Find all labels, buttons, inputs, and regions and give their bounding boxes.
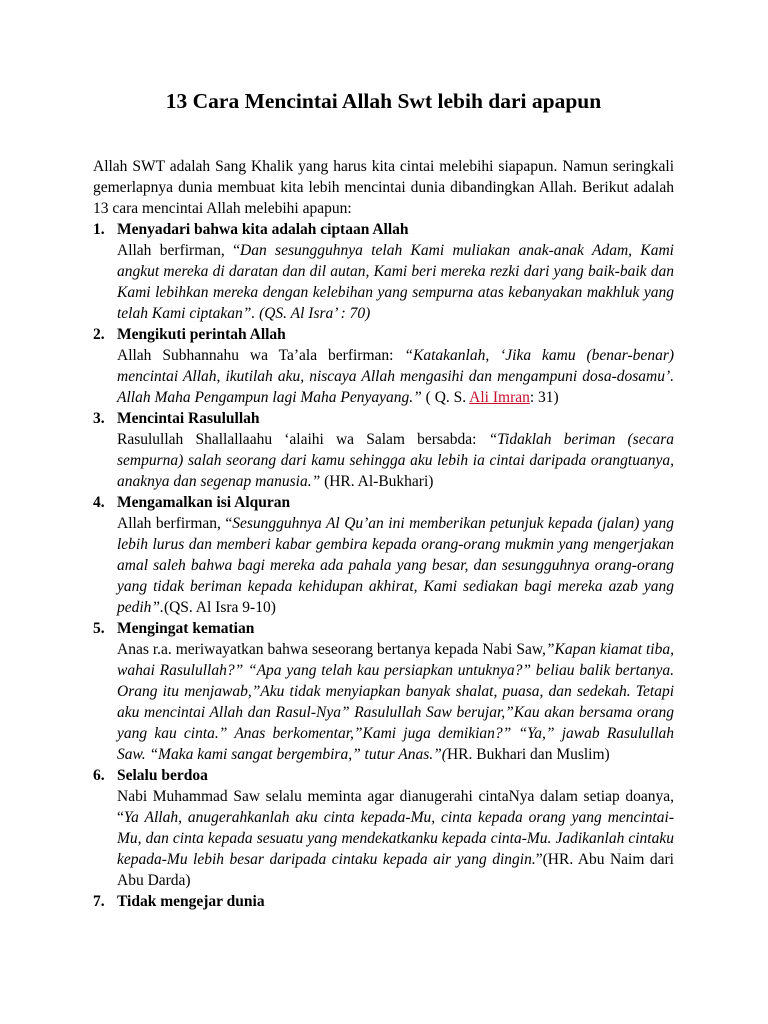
item-number: 4. — [93, 494, 105, 511]
item-heading: Mengingat kematian — [117, 620, 255, 637]
list-item — [93, 618, 674, 765]
document-page — [93, 86, 674, 912]
item-number: 5. — [93, 620, 105, 637]
item-number: 2. — [93, 326, 105, 343]
item-heading: Menyadari bahwa kita adalah ciptaan Allah — [117, 221, 409, 238]
item-quote: Dan sesungguhnya telah Kami muliakan anak-anak Adam, Kami angkut mereka di daratan dan dil autan, Kami beri mereka rezki dari yang baik-baik dan Kami lebihkan mereka dengan kelebihan yang sempurna atas kebanyakan makhluk yang telah Kami ciptakan”. (QS. Al Isra’ : 70) — [117, 242, 674, 322]
item-quote: Ya Allah, anugerahkanlah aku cinta kepada-Mu, cinta kepada orang yang mencintai-Mu, dan cinta kepada sesuatu yang mendekatkanku kepada cinta-Mu. Jadikanlah cintaku kepada-Mu lebih besar daripada cintaku kepada air yang dingin. — [117, 809, 674, 868]
item-citation: ( Q. S. — [421, 389, 470, 406]
list-item — [93, 765, 674, 891]
item-intro-text: Nabi Muhammad Saw selalu meminta agar dianugerahi cintaNya dalam setiap doanya, “ — [117, 788, 674, 826]
list-item — [93, 408, 674, 492]
list-item — [93, 324, 674, 408]
ways-list — [93, 219, 674, 912]
item-quote: “Katakanlah, ‘Jika kamu (benar-benar) mencintai Allah, ikutilah aku, niscaya Allah mengasihi dan mengampuni dosa-dosamu’. Allah Maha Pengampun lagi Maha Penyayang.” — [117, 347, 675, 406]
ali-imran-link[interactable]: Ali Imran — [469, 389, 530, 406]
item-body — [117, 513, 674, 618]
item-intro-text: Allah Subhannahu wa Ta’ala berfirman: — [117, 347, 405, 364]
item-intro-text: Allah berfirman, “ — [117, 515, 233, 532]
item-heading: Mengamalkan isi Alquran — [117, 494, 291, 511]
item-number: 1. — [93, 221, 105, 238]
item-body — [117, 429, 674, 492]
item-citation: ”(HR. Abu Naim dari Abu Darda) — [117, 851, 674, 889]
item-heading: Mencintai Rasulullah — [117, 410, 260, 427]
item-body — [117, 345, 674, 408]
item-number: 7. — [93, 893, 105, 910]
item-body — [117, 786, 674, 891]
page-title: 13 Cara Mencintai Allah Swt lebih dari apapun — [165, 89, 602, 113]
item-citation: (HR. Al-Bukhari) — [320, 473, 434, 490]
list-item — [93, 891, 674, 912]
item-body — [117, 639, 674, 765]
item-heading: Mengikuti perintah Allah — [117, 326, 286, 343]
item-heading: Tidak mengejar dunia — [117, 893, 265, 910]
list-item — [93, 219, 674, 324]
item-intro-text: Anas r.a. meriwayatkan bahwa seseorang bertanya kepada Nabi Saw, — [117, 641, 546, 658]
item-intro-text: Allah berfirman, “ — [117, 242, 240, 259]
intro-paragraph: Allah SWT adalah Sang Khalik yang harus kita cintai melebihi siapapun. Namun seringkali gemerlapnya dunia membuat kita lebih mencintai dunia dibandingkan Allah. Berikut adalah 13 cara mencintai Allah melebihi apapun: — [93, 158, 674, 217]
item-quote: Sesungguhnya Al Qu’an ini memberikan petunjuk kepada (jalan) yang lebih lurus dan memberi kabar gembira kepada orang-orang mukmin yang mengerjakan amal saleh bahwa bagi mereka ada pahala yang besar, dan sesungguhnya orang-orang yang tidak beriman kepada kehidupan akhirat, Kami sediakan bagi mereka azab yang pedih”. — [117, 515, 674, 616]
item-intro-text: Rasulullah Shallallaahu ‘alaihi wa Salam bersabda: — [117, 431, 489, 448]
item-citation: (QS. Al Isra 9-10) — [163, 599, 276, 616]
list-item — [93, 492, 674, 618]
item-quote: ”Kapan kiamat tiba, wahai Rasulullah?” “Apa yang telah kau persiapkan untuknya?” beliau balik bertanya. Orang itu menjawab,”Aku tidak menyiapkan banyak shalat, puasa, dan sedekah. Tetapi aku mencintai Allah dan Rasul-Nya” Rasulullah Saw berujar,”Kau akan bersama orang yang kau cinta.” Anas berkomentar,”Kami juga demikian?” “Ya,” jawab Rasulullah Saw. “Maka kami sangat bergembira,” tutur Anas.”( — [117, 641, 674, 763]
item-number: 3. — [93, 410, 105, 427]
item-citation: HR. Bukhari dan Muslim) — [446, 746, 610, 763]
item-number: 6. — [93, 767, 105, 784]
item-body — [117, 240, 674, 324]
item-citation-end: : 31) — [529, 389, 559, 406]
item-heading: Selalu berdoa — [117, 767, 208, 784]
item-quote: “Tidaklah beriman (secara sempurna) salah seorang dari kamu sehingga aku lebih ia cintai daripada orangtuanya, anaknya dan segenap manusia.” — [117, 431, 674, 490]
